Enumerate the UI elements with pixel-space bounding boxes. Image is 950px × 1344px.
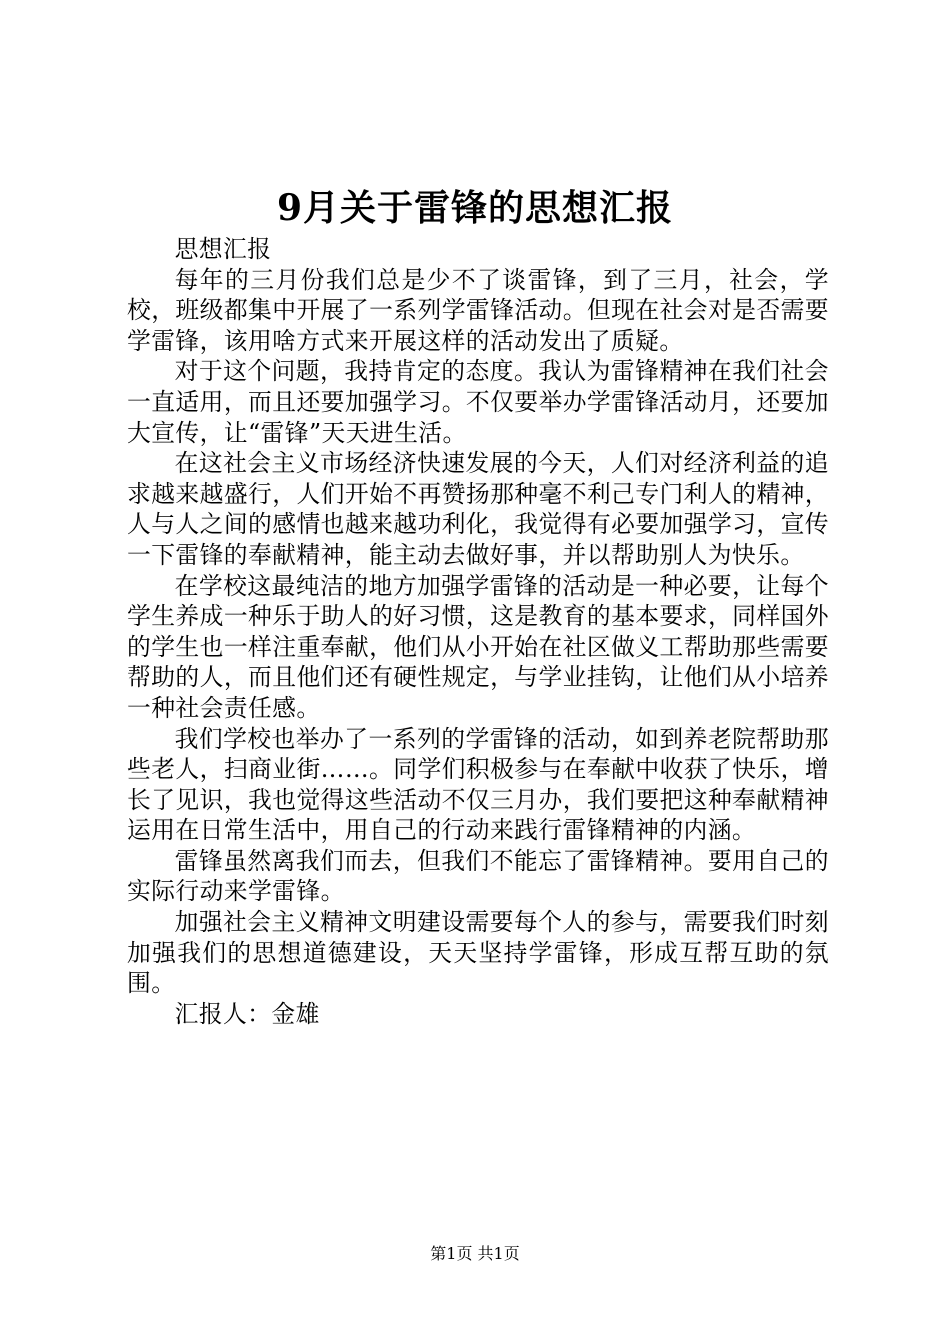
paragraph: 雷锋虽然离我们而去，但我们不能忘了雷锋精神。要用自己的实际行动来学雷锋。 xyxy=(127,846,829,906)
document-body xyxy=(127,234,829,1029)
paragraph: 在这社会主义市场经济快速发展的今天，人们对经济利益的追求越来越盛行，人们开始不再赞扬那种毫不利己专门利人的精神，人与人之间的感情也越来越功利化，我觉得有必要加强学习，宣传一下雷锋的奉献精神，能主动去做好事，并以帮助别人为快乐。 xyxy=(127,449,829,569)
paragraph: 对于这个问题，我持肯定的态度。我认为雷锋精神在我们社会一直适用，而且还要加强学习。不仅要举办学雷锋活动月，还要加大宣传，让“雷锋”天天进生活。 xyxy=(127,357,829,447)
reporter-line: 汇报人：金雄 xyxy=(174,999,320,1028)
paragraph-heading: 思想汇报 xyxy=(174,235,272,263)
paragraph: 我们学校也举办了一系列的学雷锋的活动，如到养老院帮助那些老人，扫商业街……。同学们积极参与在奉献中收获了快乐，增长了见识，我也觉得这些活动不仅三月办，我们要把这种奉献精神运用在日常生活中，用自己的行动来践行雷锋精神的内涵。 xyxy=(127,724,829,845)
page-footer: 第1页 共1页 xyxy=(430,1244,520,1263)
paragraph: 加强社会主义精神文明建设需要每个人的参与，需要我们时刻加强我们的思想道德建设，天天坚持学雷锋，形成互帮互助的氛围。 xyxy=(127,908,829,998)
paragraph: 每年的三月份我们总是少不了谈雷锋，到了三月，社会，学校，班级都集中开展了一系列学雷锋活动。但现在社会对是否需要学雷锋，该用啥方式来开展这样的活动发出了质疑。 xyxy=(127,265,829,355)
paragraph: 在学校这最纯洁的地方加强学雷锋的活动是一种必要，让每个学生养成一种乐于助人的好习惯，这是教育的基本要求，同样国外的学生也一样注重奉献，他们从小开始在社区做义工帮助那些需要帮助的人，而且他们还有硬性规定，与学业挂钩，让他们从小培养一种社会责任感。 xyxy=(127,571,829,722)
document-title: 9月关于雷锋的思想汇报 xyxy=(276,187,674,229)
